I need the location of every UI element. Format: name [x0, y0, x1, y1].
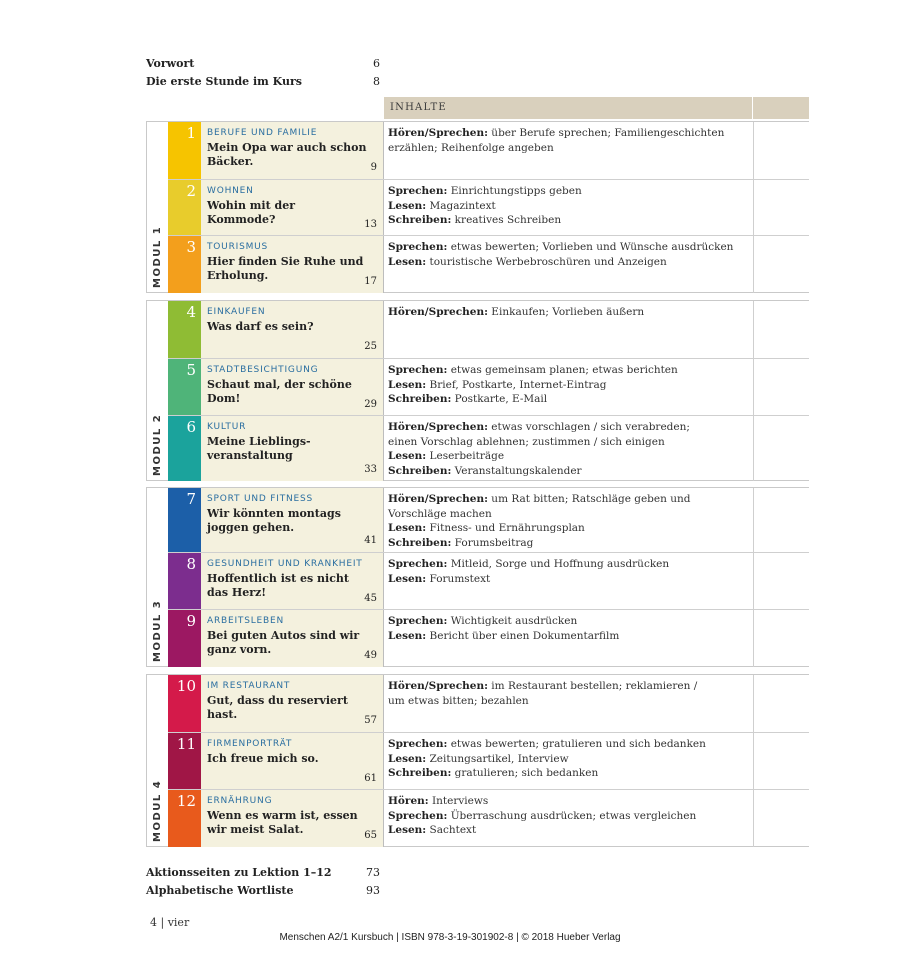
lesson-number-badge: 3: [168, 236, 201, 293]
lesson-title-cell: [201, 359, 384, 416]
lesson-topic: STADTBESICHTIGUNG: [207, 365, 319, 375]
lesson-contents: [388, 363, 748, 407]
entry-title: Aktionsseiten zu Lektion 1–12: [146, 866, 332, 879]
publisher-credit: Menschen A2/1 Kursbuch | ISBN 978-3-19-301902-8 | © 2018 Hueber Verlag: [279, 932, 621, 943]
content-line: Lesen: Magazintext: [388, 199, 496, 212]
lesson-contents: [388, 614, 748, 643]
column-divider: [753, 675, 754, 732]
lesson-page: 33: [364, 464, 377, 475]
lesson-page: 13: [364, 219, 377, 230]
lesson-number-badge: 2: [168, 180, 201, 236]
lesson-number-badge: 6: [168, 416, 201, 481]
content-line: Hören/Sprechen: etwas vorschlagen / sich verabreden;: [388, 421, 690, 433]
lesson-title-cell: [201, 733, 384, 790]
lesson-title-cell: [201, 675, 384, 732]
lesson-7[interactable]: [168, 488, 809, 552]
content-line: Schreiben: kreatives Schreiben: [388, 214, 562, 226]
lesson-title: Mein Opa war auch schon Bäcker.: [207, 141, 367, 168]
lesson-contents: [388, 305, 748, 320]
lesson-9[interactable]: [168, 609, 809, 667]
content-line: Sprechen: etwas bewerten; gratulieren und sich bedanken: [388, 738, 706, 750]
modul-3-label: MODUL 3: [146, 488, 169, 666]
content-line: Schreiben: gratulieren; sich bedanken: [388, 767, 599, 779]
content-line: Schreiben: Veranstaltungskalender: [388, 464, 582, 477]
lesson-topic: WOHNEN: [207, 186, 254, 196]
lesson-title-cell: [201, 301, 384, 358]
lesson-page: 41: [364, 535, 377, 546]
content-line: erzählen; Reihenfolge angeben: [388, 141, 554, 154]
lesson-title: Ich freue mich so.: [207, 752, 319, 765]
lesson-title-cell: [201, 236, 384, 293]
lesson-page: 45: [364, 593, 377, 604]
lesson-title: Wir könnten montags joggen gehen.: [207, 507, 341, 534]
content-line: Schreiben: Postkarte, E-Mail: [388, 393, 548, 405]
lesson-title-cell: [201, 122, 384, 179]
lesson-page: 65: [364, 830, 377, 841]
content-line: Hören/Sprechen: über Berufe sprechen; Familiengeschichten: [388, 127, 725, 139]
lesson-title-cell: [201, 610, 384, 667]
lesson-5[interactable]: [168, 358, 809, 416]
column-divider: [753, 733, 754, 790]
lesson-12[interactable]: [168, 789, 809, 847]
entry-page: 73: [366, 866, 380, 879]
lesson-number-badge: 5: [168, 359, 201, 416]
lesson-number-badge: 8: [168, 553, 201, 610]
entry-page: 93: [366, 884, 380, 897]
lesson-topic: EINKAUFEN: [207, 307, 266, 317]
column-divider: [753, 488, 754, 552]
content-line: Sprechen: Wichtigkeit ausdrücken: [388, 615, 578, 627]
lesson-10[interactable]: [168, 675, 809, 732]
column-divider: [753, 553, 754, 610]
lesson-title: Gut, dass du reserviert hast.: [207, 694, 348, 721]
modul-4: [146, 674, 809, 847]
lesson-page: 17: [364, 276, 377, 287]
lesson-contents: [388, 492, 748, 550]
lesson-title-cell: [201, 790, 384, 847]
column-divider: [753, 790, 754, 847]
content-line: Lesen: Leserbeiträge: [388, 450, 505, 462]
lesson-page: 49: [364, 650, 377, 661]
content-line: Lesen: Sachtext: [388, 824, 477, 836]
lesson-number-badge: 4: [168, 301, 201, 358]
lesson-topic: IM RESTAURANT: [207, 681, 291, 691]
lesson-title-cell: [201, 553, 384, 610]
content-line: Sprechen: Mitleid, Sorge und Hoffnung ausdrücken: [388, 558, 670, 570]
toc-entry-wortliste: [146, 884, 380, 897]
content-line: Schreiben: Forumsbeitrag: [388, 536, 534, 549]
lesson-contents: [388, 737, 748, 781]
lesson-topic: FIRMENPORTRÄT: [207, 739, 293, 749]
lesson-3[interactable]: [168, 235, 809, 293]
column-divider: [753, 416, 754, 481]
lesson-title-cell: [201, 488, 384, 552]
lesson-topic: KULTUR: [207, 422, 247, 432]
lesson-topic: TOURISMUS: [207, 242, 269, 252]
lesson-contents: [388, 420, 748, 478]
lesson-topic: GESUNDHEIT UND KRANKHEIT: [207, 559, 363, 569]
modul-1: [146, 121, 809, 293]
lesson-4[interactable]: [168, 301, 809, 358]
lesson-number-badge: 10: [168, 675, 201, 732]
lesson-page: 9: [370, 162, 377, 173]
entry-title: Alphabetische Wortliste: [146, 884, 294, 897]
column-divider: [753, 359, 754, 416]
lesson-page: 61: [364, 773, 377, 784]
lesson-topic: ARBEITSLEBEN: [207, 616, 285, 626]
content-line: Sprechen: etwas bewerten; Vorlieben und Wünsche ausdrücken: [388, 241, 734, 253]
entry-page: 8: [373, 75, 380, 88]
header-divider: [752, 97, 753, 119]
column-divider: [753, 301, 754, 358]
column-divider: [753, 180, 754, 236]
lesson-page: 29: [364, 399, 377, 410]
lesson-title: Wenn es warm ist, essen wir meist Salat.: [207, 809, 358, 836]
content-line: Lesen: touristische Werbebroschüren und Anzeigen: [388, 255, 667, 268]
content-line: Lesen: Fitness- und Ernährungsplan: [388, 522, 585, 534]
entry-title: Vorwort: [146, 57, 195, 70]
lesson-title: Hoffentlich ist es nicht das Herz!: [207, 572, 349, 599]
lesson-contents: [388, 126, 748, 155]
content-line: Lesen: Zeitungsartikel, Interview: [388, 752, 569, 765]
content-line: Lesen: Bericht über einen Dokumentarfilm: [388, 629, 620, 642]
content-line: Hören/Sprechen: um Rat bitten; Ratschläge geben und: [388, 493, 691, 505]
lesson-title: Meine Lieblings-veranstaltung: [207, 435, 311, 462]
lesson-number-badge: 9: [168, 610, 201, 667]
modul-2-label: MODUL 2: [146, 301, 169, 480]
column-divider: [753, 610, 754, 667]
lesson-contents: [388, 679, 748, 708]
lesson-6[interactable]: [168, 415, 809, 481]
modul-3: [146, 487, 809, 667]
lesson-topic: ERNÄHRUNG: [207, 796, 273, 806]
toc-entry-aktionsseiten: [146, 866, 380, 879]
lesson-title: Wohin mit der Kommode?: [207, 199, 296, 226]
lesson-topic: SPORT UND FITNESS: [207, 494, 314, 504]
page-number: 4 | vier: [150, 916, 190, 929]
lesson-number-badge: 12: [168, 790, 201, 847]
lesson-page: 57: [364, 715, 377, 726]
content-line: Sprechen: etwas gemeinsam planen; etwas berichten: [388, 364, 678, 376]
lesson-1[interactable]: [168, 122, 809, 179]
content-line: Lesen: Brief, Postkarte, Internet-Eintrag: [388, 378, 607, 391]
lesson-11[interactable]: [168, 732, 809, 790]
entry-page: 6: [373, 57, 380, 70]
content-line: um etwas bitten; bezahlen: [388, 694, 529, 707]
content-line: einen Vorschlag ablehnen; zustimmen / sich einigen: [388, 435, 665, 448]
lesson-topic: BERUFE UND FAMILIE: [207, 128, 318, 138]
modul-4-label: MODUL 4: [146, 675, 169, 846]
lesson-number-badge: 11: [168, 733, 201, 790]
content-line: Vorschläge machen: [388, 507, 492, 520]
lesson-contents: [388, 240, 748, 269]
lesson-8[interactable]: [168, 552, 809, 610]
lesson-contents: [388, 794, 748, 838]
lesson-title: Schaut mal, der schöne Dom!: [207, 378, 352, 405]
content-line: Hören: Interviews: [388, 795, 489, 807]
lesson-title: Was darf es sein?: [207, 320, 314, 333]
content-line: Hören/Sprechen: im Restaurant bestellen; reklamieren /: [388, 680, 698, 692]
content-line: Hören/Sprechen: Einkaufen; Vorlieben äußern: [388, 306, 645, 318]
entry-title: Die erste Stunde im Kurs: [146, 75, 302, 88]
lesson-contents: [388, 557, 748, 586]
lesson-title: Hier finden Sie Ruhe und Erholung.: [207, 255, 364, 282]
inhalte-header: [384, 97, 809, 119]
modul-2: [146, 300, 809, 481]
lesson-title-cell: [201, 416, 384, 481]
lesson-2[interactable]: [168, 179, 809, 236]
lesson-contents: [388, 184, 748, 228]
content-line: Sprechen: Überraschung ausdrücken; etwas vergleichen: [388, 809, 697, 822]
modul-1-label: MODUL 1: [146, 122, 169, 292]
content-line: Lesen: Forumstext: [388, 572, 491, 585]
toc-entry-erste-stunde: [146, 75, 380, 88]
lesson-number-badge: 7: [168, 488, 201, 552]
inhalte-label: INHALTE: [390, 102, 447, 113]
lesson-page: 25: [364, 341, 377, 352]
content-line: Sprechen: Einrichtungstipps geben: [388, 185, 582, 197]
lesson-title-cell: [201, 180, 384, 236]
column-divider: [753, 236, 754, 293]
lesson-title: Bei guten Autos sind wir ganz vorn.: [207, 629, 360, 656]
lesson-number-badge: 1: [168, 122, 201, 179]
column-divider: [753, 122, 754, 179]
toc-entry-vorwort: [146, 57, 380, 70]
